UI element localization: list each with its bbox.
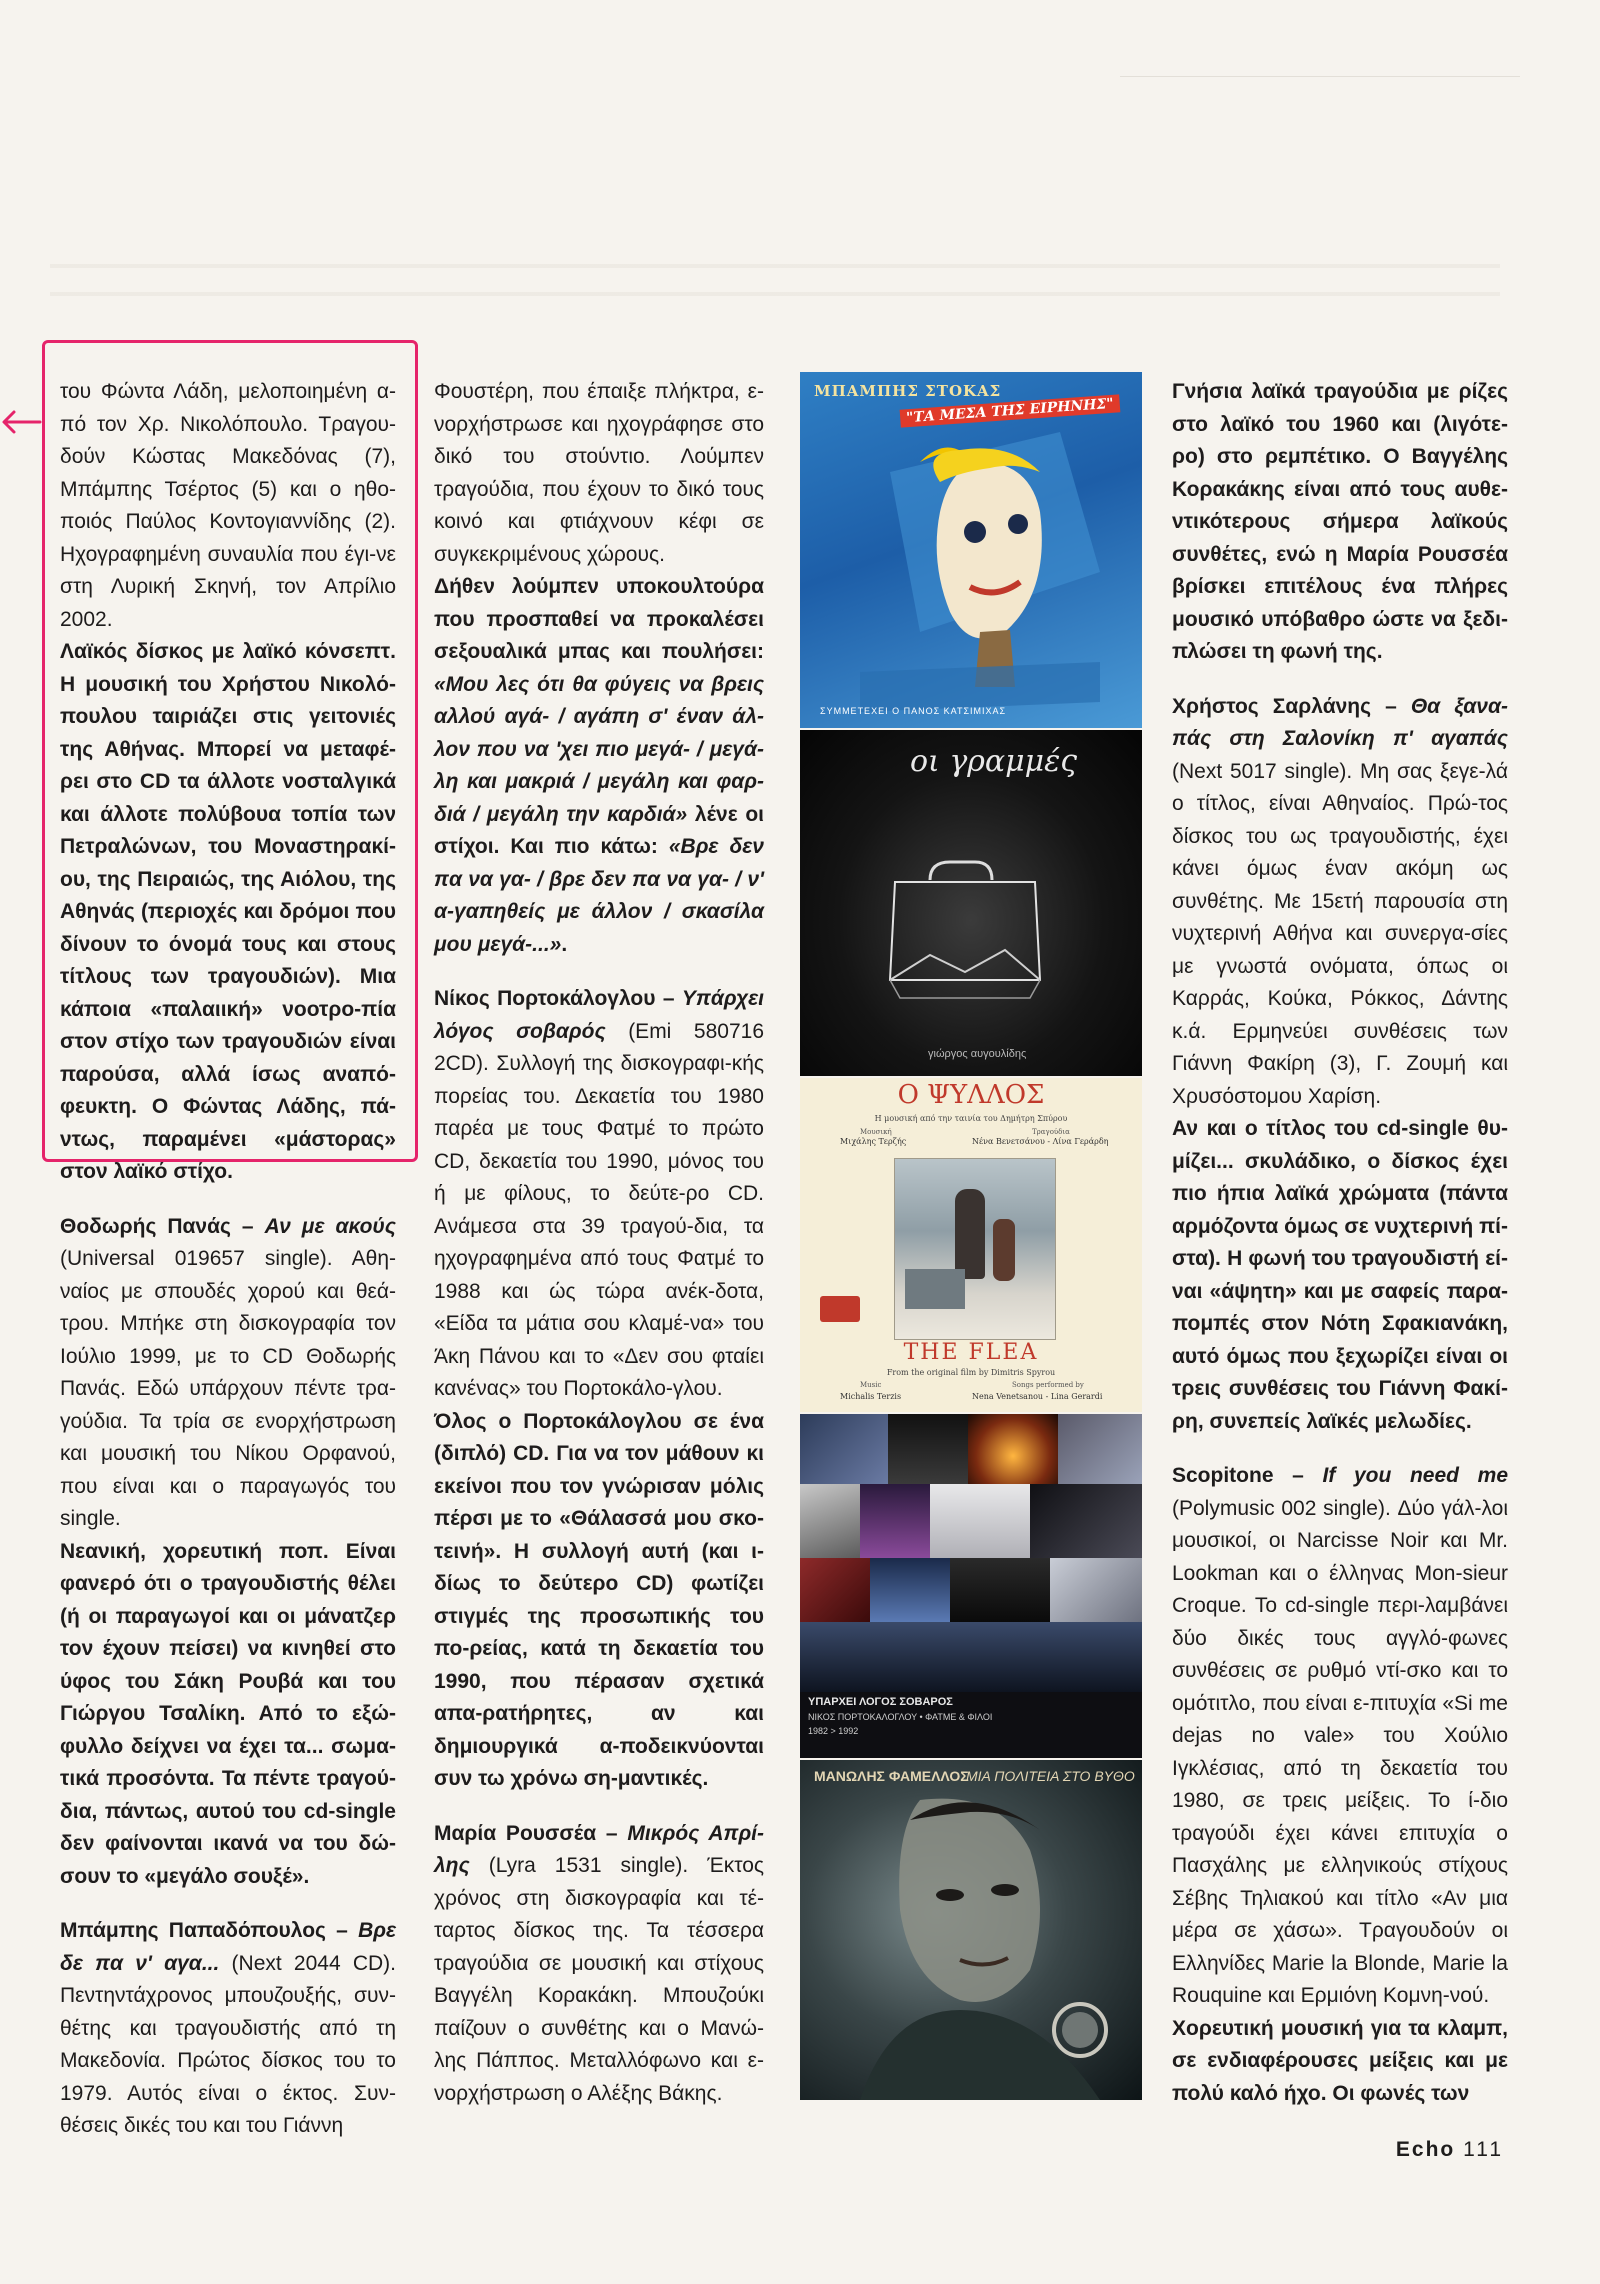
column-4: [1172, 376, 1508, 2110]
label-logo: [820, 1296, 860, 1322]
verdict-text: .: [561, 932, 568, 956]
review-body: (Universal 019657 single). Αθη-ναίος με σπουδές χορού και θεά-τρου. Μπήκε στη δισκογραφία τον Ιούλιο 1999, με το CD Θοδωρής Πανάς. Εδώ υπάρχουν πέντε τρα-γούδια. Τα τρία σε ενορχήστρωση και μουσική του Νίκου Ορφανού, που είναι και ο παραγωγός του single.: [60, 1247, 396, 1530]
review-entry: [434, 1818, 764, 2111]
paragraph: του Φώντα Λάδη, μελοποιημένη α-πό τον Χρ. Νικολόπουλο. Τραγου-δούν Κώστας Μακεδόνας (7), Μπάμπης Τσέρτος (5) και ο ηθο-ποιός Παύλος Κοντογιαννίδης (2). Ηχογραφημένη συναυλία που έγι-νε στη Λυρική Σκηνή, τον Απρίλιο 2002.: [60, 380, 396, 631]
column-2: [434, 376, 764, 2110]
film-still-photo: [894, 1158, 1056, 1340]
page-footer: [1396, 2138, 1504, 2162]
cover-title-english: THE FLEA: [903, 1340, 1039, 1365]
album-cover-famellos: [800, 1760, 1142, 2102]
review-entry: [60, 1915, 396, 2143]
portrait-artwork: [800, 1760, 1142, 2100]
cover-songs-label: Τραγούδια: [1032, 1128, 1070, 1136]
review-title: Μικρός Απρί-λης: [434, 1821, 764, 1877]
cover-title: οι γραμμές: [910, 744, 1078, 779]
verdict-text: Δήθεν λούμπεν υποκουλτούρα που προσπαθεί να προκαλέσει σεξουαλικά μπας και πουλήσει:: [434, 575, 764, 663]
review-entry: [1172, 1460, 1508, 2013]
verdict-paragraph: [434, 571, 764, 961]
cover-songs-english: Nena Venetsanou - Lina Gerardi: [972, 1392, 1103, 1401]
cover-credit: ΣΥΜΜΕΤΕΧΕΙ Ο ΠΑΝΟΣ ΚΑΤΣΙΜΙΧΑΣ: [820, 706, 1007, 716]
review-artist: Θοδωρής Πανάς –: [60, 1214, 265, 1238]
cover-artist: ΜΠΑΜΠΗΣ ΣΤΟΚΑΣ: [814, 382, 1002, 400]
cover-artist: ΝΙΚΟΣ ΠΟΡΤΟΚΑΛΟΓΛΟΥ • ΦΑΤΜΕ & ΦΙΛΟΙ: [808, 1712, 993, 1722]
page-number: 111: [1463, 2138, 1504, 2161]
review-title: Βρε δε πα ν' αγα...: [60, 1919, 396, 1975]
cover-title: "ΤΑ ΜΕΣΑ ΤΗΣ ΕΙΡΗΝΗΣ": [900, 394, 1121, 427]
review-title: Υπάρχει λόγος σοβαρός: [434, 987, 764, 1043]
cover-artist: ΜΑΝΩΛΗΣ ΦΑΜΕΛΛΟΣ: [814, 1768, 969, 1784]
cover-subtitle-english: From the original film by Dimitris Spyrou: [886, 1368, 1056, 1377]
cover-songs-label-english: Songs performed by: [1012, 1381, 1084, 1389]
review-artist: Scopitone –: [1172, 1464, 1323, 1487]
photo-collage: [800, 1414, 1142, 1692]
cover-subtitle: Η μουσική από την ταινία του Δημήτρη Σπύρου: [874, 1114, 1068, 1123]
bleed-through-header: [1120, 48, 1520, 77]
verdict-paragraph: Γνήσια λαϊκά τραγούδια με ρίζες στο λαϊκό του 1960 και (λιγότε-ρο) στο ρεμπέτικο. Ο Βαγγέλης Κορακάκης είναι από τους αυθε-ντικότερους σήμερα λαϊκούς συνθέτες, ενώ η Μαρία Ρουσσέα βρίσκει επιτέλους ένα πλήρες μουσικό υπόβαθρο ώστε να ξεδι-πλώσει τη φωνή της.: [1172, 380, 1508, 663]
review-artist: Χρήστος Σαρλάνης –: [1172, 694, 1411, 718]
review-title: Θα ξανα-πάς στη Σαλονίκη π' αγαπάς: [1172, 694, 1508, 750]
review-artist: Μαρία Ρουσσέα –: [434, 1821, 628, 1845]
review-artist: Νίκος Πορτοκάλογλου –: [434, 987, 682, 1010]
cover-music: Μιχάλης Τερζής: [840, 1137, 907, 1146]
album-cover-psyllos: [800, 1078, 1142, 1414]
verdict-paragraph: Αν και ο τίτλος του cd-single θυ-μίζει... σκυλάδικο, ο δίσκος έχει πιο ήπια λαϊκά χρώματα (πάντα αρμόζοντα όμως σε νυχτερινή πί-στα). Η φωνή του τραγουδιστή εί-ναι «άψητη» και με σαφείς παρα-πομπές στον Νότη Σφακιανάκη, αυτό όμως που ξεχωρίζει είναι οι τρεις συνθέσεις του Γιάννη Φακί-ρη, συνεπείς λαϊκές μελωδίες.: [1172, 1117, 1508, 1433]
cover-music-label: Μουσική: [860, 1128, 892, 1136]
verdict-text: λένε οι στίχοι. Και πιο κάτω:: [434, 802, 764, 858]
review-entry: [1172, 691, 1508, 1114]
review-body: (Next 2044 CD). Πεντηντάχρονος μπουζουξής, συν-θέτης και τραγουδιστής από τη Μακεδονία. Πρώτος δίσκος του το 1979. Αυτός είναι ο έκτος. Συν-θέσεις δικές του και του Γιάννη: [60, 1951, 396, 2137]
hand-drawn-arrow-icon: [0, 402, 44, 442]
review-body: (Polymusic 002 single). Δύο γάλ-λοι μουσικοί, οι Narcisse Noir και Mr. Lookman και ο έλληνας Mon-sieur Croque. Το cd-single περι-λαμβάνει δύο δικές τους αγγλό-φωνες συνθέσεις σε ρυθμό ντί-σκο και το ομότιτλο, που είναι ε-πιτυχία «Si me dejas no vale» του Χούλιο Ιγκλέσιας, από τη δεκαετία του 1980, σε τρεις μείξεις. Το ί-διο τραγούδι έχει κάνει επιτυχία ο Πασχάλης με ελληνικούς στίχους Σέβης Τηλιακού και τίτλο «Αν μια μέρα σε χάσω». Τραγουδούν οι Ελληνίδες Marie la Blonde, Marie la Rouquine και Ερμιόνη Κομνη-νού.: [1172, 1496, 1508, 2007]
verdict-paragraph: Χορευτική μουσική για τα κλαμπ, σε ενδιαφέρουσες μείξεις και με πολύ καλό ήχο. Οι φωνές των: [1172, 2016, 1508, 2105]
verdict-paragraph: Νεανική, χορευτική ποπ. Είναι φανερό ότι ο τραγουδιστής θέλει (ή οι παραγωγοί και οι μάνατζερ τον έχουν πείσει) να κινηθεί στο ύφος του Σάκη Ρουβά και του Γιώργου Τσαλίκη. Από το εξώ-φυλλο δείχνει να έχει τα... σωμα-τικά προσόντα. Τα πέντε τραγού-δια, πάντως, αυτού του cd-single δεν φαίνονται ικανά να του δώ-σουν το «μεγάλο σουξέ».: [60, 1539, 396, 1888]
suitcase-artwork: [800, 730, 1142, 1076]
cover-songs: Νένα Βενετσάνου - Λίνα Γεράρδη: [972, 1137, 1109, 1146]
cover-title: ΜΙΑ ΠΟΛΙΤΕΙΑ ΣΤΟ ΒΥΘΟ: [966, 1768, 1135, 1784]
cover-title: ΥΠΑΡΧΕΙ ΛΟΓΟΣ ΣΟΒΑΡΟΣ: [808, 1696, 953, 1708]
review-body: (Lyra 1531 single). Έκτος χρόνος στη δισκογραφία και τέ-ταρτος δίσκος της. Τα τέσσερα τραγούδια σε μουσική και στίχους Βαγγέλη Κορακάκη. Μπουζούκι παίζουν ο συνθέτης και ο Μανώ-λης Πάππος. Μεταλλόφωνο και ε-νορχήστρωση ο Αλέξης Βάκης.: [434, 1854, 764, 2105]
album-cover-stokas: [800, 372, 1142, 730]
review-title: If you need me: [1322, 1464, 1508, 1487]
lyrics-quote: «Βρε δεν πα να γα- / βρε δεν πα να γα- / ν' α-γαπηθείς με άλλον / σκασίλα μου μεγά-...»: [434, 835, 764, 956]
review-body: (Next 5017 single). Μη σας ξεγε-λά ο τίτλος, είναι Αθηναίος. Πρώ-τος δίσκος του ως τραγουδιστής, έχει κάνει όμως έναν ακόμη ως συνθέτης. Με 15ετή παρουσία στη νυχτερινή Αθήνα και συνεργα-σίες με γνωστά ονόματα, όπως οι Καρράς, Κούκα, Ρόκκος, Δάντης κ.ά. Ερμηνεύει συνθέσεις των Γιάννη Φακίρη (3), Γ. Ζουμή και Χρυσόστομου Χαρίση.: [1172, 759, 1508, 1108]
album-cover-portokaloglou: [800, 1414, 1142, 1760]
lyrics-quote: «Μου λες ότι θα φύγεις να βρεις αλλού αγά- / αγάπη σ' έναν άλ-λον που να 'χει πιο μεγά- / μεγά-λη και μακριά / μεγάλη και φαρ-διά / μεγάλη την καρδιά»: [434, 672, 764, 826]
album-cover-grammes: [800, 730, 1142, 1078]
cover-music-english: Michalis Terzis: [840, 1392, 902, 1401]
column-1: [60, 376, 396, 2143]
cover-title: Ο ΨΥΛΛΟΣ: [897, 1080, 1045, 1110]
cover-credit: γιώργος αυγουλίδης: [928, 1048, 1027, 1060]
review-body: (Emi 580716 2CD). Συλλογή της δισκογραφι-κής πορείας του. Δεκαετία του 1980 παρέα με τους Φατμέ το πρώτο CD, δεκαετία του 1990, μόνος του ή με φίλους, το δεύτε-ρο CD. Ανάμεσα στα 39 τραγού-δια, τα ηχογραφημένα από τους Φατμέ το 1988 και ώς τώρα ανέκ-δοτα, «Είδα τα μάτια σου κλαμέ-να» του Άκη Πάνου και το «Δεν σου φταίει κανένας» του Πορτοκάλο-γλου.: [434, 1019, 764, 1400]
magazine-brand: Echo: [1395, 2138, 1456, 2161]
verdict-paragraph: Όλος ο Πορτοκάλογλου σε ένα (διπλό) CD. Για να τον μάθουν κι εκείνοι που τον γνώρισαν μόλις πέρσι με το «Θάλασσά μου σκο-τεινή». Η συλλογή αυτή (και ι-δίως το δεύτερο CD) φωτίζει στιγμές της προσωπικής του πο-ρείας, κατά τη δεκαετία του 1990, που πέρασαν σχετικά απα-ρατήρητες, αν και δημιουργικά α-ποδεικνύονται συν τω χρόνω ση-μαντικές.: [434, 1409, 764, 1790]
paragraph: Φουστέρη, που έπαιξε πλήκτρα, ε-νορχήστρωσε και ηχογράφησε στο δικό του στούντιο. Λούμπεν τραγούδια, που έχουν το δικό τους κοινό και φτιάχνουν κέφι σε συγκεκριμένους χώρους.: [434, 380, 764, 566]
review-title: Αν με ακούς: [264, 1214, 396, 1238]
review-entry: [60, 1211, 396, 1536]
painted-face-artwork: [800, 372, 1142, 728]
cover-years: 1982 > 1992: [808, 1726, 859, 1736]
verdict-paragraph: Λαϊκός δίσκος με λαϊκό κόνσεπτ. Η μουσική του Χρήστου Νικολό-πουλου ταιριάζει στις γειτονιές της Αθήνας. Μπορεί να μεταφέ-ρει στο CD τα άλλοτε νοσταλγικά και άλλοτε πολύβουα τοπία των Πετραλώνων, του Μοναστηρακί-ου, της Πειραιώς, της Αιόλου, της Αθηνάς (περιοχές και δρόμοι που δίνουν το όνομά τους και στους τίτλους των τραγουδιών). Μια κάποια «παλαιική» νοοτρο-πία στον στίχο των τραγουδιών είναι παρούσα, αλλά ίσως αναπό-φευκτη. Ο Φώντας Λάδης, πά-ντως, παραμένει «μάστορας» στον λαϊκό στίχο.: [60, 640, 396, 1183]
review-entry: [434, 983, 764, 1406]
cover-music-label-english: Music: [860, 1381, 882, 1389]
bleed-through-text: [50, 240, 1500, 300]
review-artist: Μπάμπης Παπαδόπουλος –: [60, 1919, 359, 1942]
album-covers-strip: [800, 372, 1142, 2102]
